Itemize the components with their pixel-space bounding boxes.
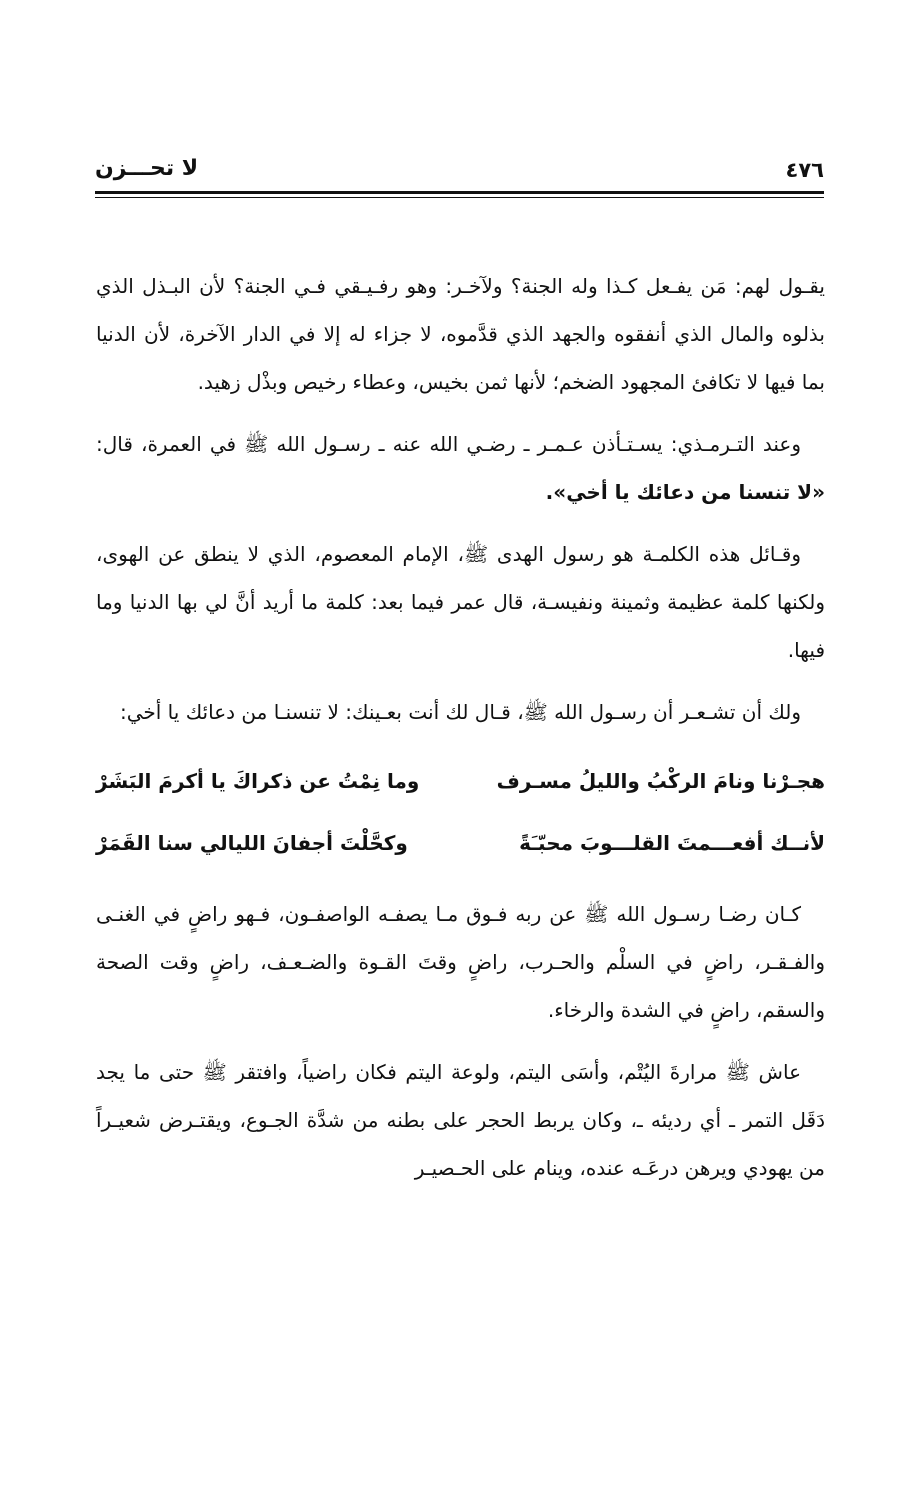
paragraph-text: وقـائل هذه الكلمـة هو رسول الهدى ﷺ، الإمام المعصوم، الذي لا ينطق عن الهوى، ولكنها كلمة عظيمة وثمينة ونفيسـة، قال عمر فيما بعد: كلمة ما أريد أنَّ لي بها الدنيا وما فيها.	[96, 542, 825, 662]
header-rule-thick	[95, 191, 824, 194]
paragraph-speaker	[96, 530, 825, 674]
paragraph-text: وعند التـرمـذي: يسـتـأذن عـمـر ـ رضـي الله عنه ـ رسـول الله ﷺ في العمرة، قال:	[96, 432, 801, 456]
page-number: ٤٧٦	[785, 158, 824, 182]
paragraph-hardship	[96, 1048, 825, 1192]
poem-verse	[96, 812, 825, 874]
poem	[96, 750, 825, 874]
page-header	[95, 140, 824, 190]
poem-verse	[96, 750, 825, 812]
header-rule-thin	[95, 197, 824, 198]
paragraph-text: عاش ﷺ مرارةَ اليُتْم، وأسَى اليتم، ولوعة اليتم فكان راضياً، وافتقر ﷺ حتى ما يجد دَقَل التمر ـ أي رديئه ـ، وكان يربط الحجر على بطنه من شدَّة الجـوع، ويقتـرض شعيـراً من يهودي ويرهن درعَـه عنده، وينام على الحـصيـر	[96, 1060, 825, 1180]
poem-second-hemistich: وكحَّلْتَ أجفانَ الليالي سنا القَمَرْ	[96, 831, 408, 855]
hadith-quote: «لا تنسنا من دعائك يا أخي».	[545, 480, 825, 504]
paragraph-reward	[96, 262, 825, 406]
page-body	[96, 262, 825, 1206]
paragraph-text: ولك أن تشـعـر أن رسـول الله ﷺ، قـال لك أنت بعـينك: لا تنسنـا من دعائك يا أخي:	[120, 700, 801, 724]
poem-first-hemistich: لأنــك أفعـــمتَ القلـــوبَ محبّـَةً	[519, 831, 825, 855]
paragraph-text: كـان رضـا رسـول الله ﷺ عن ربه فـوق مـا يصفـه الواصفـون، فـهو راضٍ في الغنـى والفـقـر، راضٍ في السلْم والحـرب، راضٍ وقتَ القـوة والضـعـف، راضٍ وقت الصحة والسقم، راضٍ في الشدة والرخاء.	[96, 902, 825, 1022]
paragraph-tirmidhi	[96, 420, 825, 516]
book-title: لا تحـــزن	[95, 156, 199, 181]
paragraph-contentment	[96, 890, 825, 1034]
paragraph-text: يقـول لهم: مَن يفـعل كـذا وله الجنة؟ ولآخـر: وهو رفـيـقي فـي الجنة؟ لأن البـذل الذي بذلوه والمال الذي أنفقوه والجهد الذي قدَّموه، لا جزاء له إلا في الدار الآخرة، لأن الدنيا بما فيها لا تكافئ المجهود الضخم؛ لأنها ثمن بخيس، وعطاء رخيص وبذْل زهيد.	[96, 274, 825, 394]
paragraph-feel	[96, 688, 825, 736]
poem-second-hemistich: وما نِمْتُ عن ذكراكَ يا أكرمَ البَشَرْ	[96, 769, 420, 793]
poem-first-hemistich: هجـرْنا ونامَ الركْبُ والليلُ مسـرف	[496, 769, 825, 793]
